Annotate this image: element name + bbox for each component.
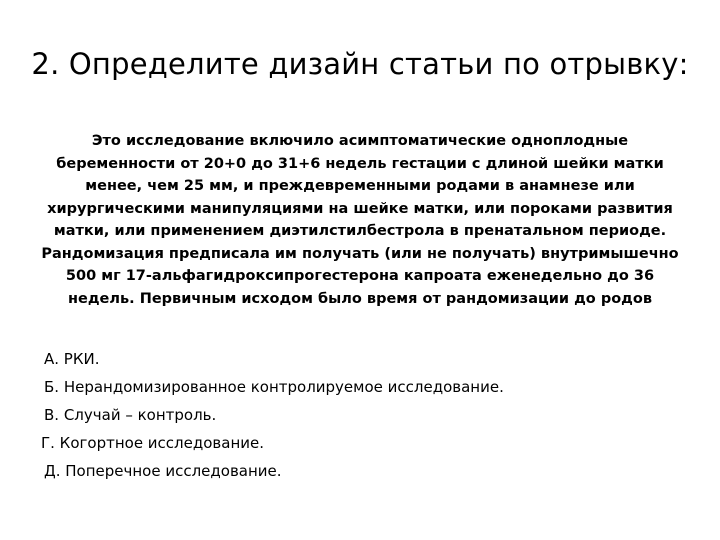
study-passage: Это исследование включило асимптоматические одноплодные беременности от 20+0 до 31+6 недель гестации с длиной шейки матки менее, чем 25 мм, и преждевременными родами в анамнезе или хирургическими манипуляциями на шейке матки, или пороками развития матки, или применением диэтилстилбестрола в пренатальном периоде. Рандомизация предписала им получать (или не получать) внутримышечно 500 мг 17-альфагидроксипрогестерона капроата еженедельно до 36 недель. Первичным исходом было время от рандомизации до родов xyxy=(41,133,679,307)
answer-options xyxy=(41,350,684,490)
answer-option-g: Г. Когортное исследование. xyxy=(41,434,265,452)
answer-option-a: А. РКИ. xyxy=(44,350,100,368)
answer-option-b: Б. Нерандомизированное контролируемое исследование. xyxy=(44,378,504,396)
answer-option-d: Д. Поперечное исследование. xyxy=(44,462,282,480)
answer-option-v: В. Случай – контроль. xyxy=(44,406,217,424)
slide-title: 2. Определите дизайн статьи по отрывку: xyxy=(31,47,689,81)
